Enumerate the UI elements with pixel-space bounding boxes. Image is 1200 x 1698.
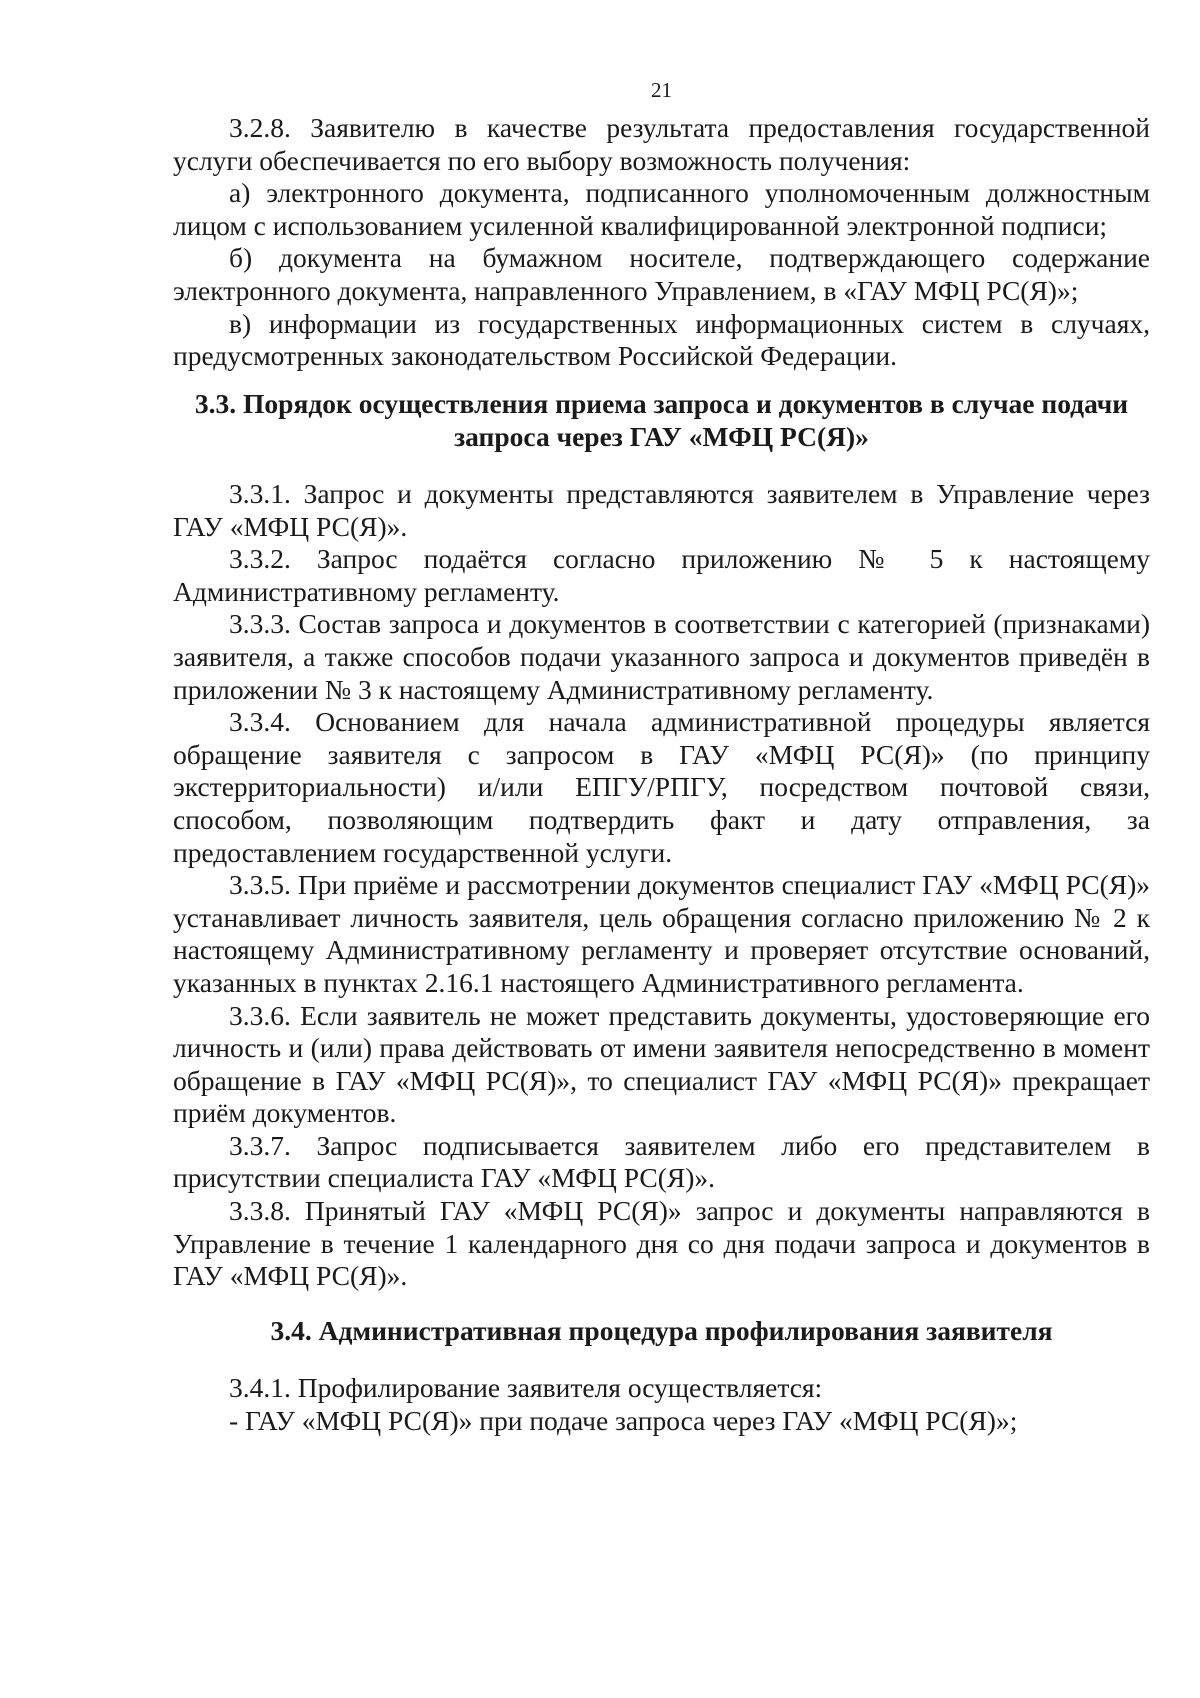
paragraph-3-2-8: 3.2.8. Заявителю в качестве результата предоставления государственной услуги обеспечивается по его выбору возможность получения: <box>173 112 1150 176</box>
paragraph-3-3-8: 3.3.8. Принятый ГАУ «МФЦ РС(Я)» запрос и документы направляются в Управление в течение 1 календарного дня со дня подачи запроса и документов в ГАУ «МФЦ РС(Я)». <box>173 1195 1150 1292</box>
paragraph-3-3-1: 3.3.1. Запрос и документы представляются заявителем в Управление через ГАУ «МФЦ РС(Я)». <box>173 478 1150 542</box>
section-3-4-heading-block <box>173 1314 1150 1347</box>
item-v: в) информации из государственных информационных систем в случаях, предусмотренных законодательством Российской Федерации. <box>173 307 1150 372</box>
section-3-4-body <box>173 1372 1150 1437</box>
section-3-3-heading: 3.3. Порядок осуществления приема запроса и документов в случае подачи запроса через ГАУ «МФЦ РС(Я)» <box>194 388 1129 452</box>
paragraph-3-4-1: 3.4.1. Профилирование заявителя осуществляется: <box>229 1372 823 1403</box>
section-3-2-8 <box>173 112 1150 373</box>
item-b: б) документа на бумажном носителе, подтверждающего содержание электронного документа, направленного Управлением, в «ГАУ МФЦ РС(Я)»; <box>173 242 1150 306</box>
section-3-3-body <box>173 478 1150 1293</box>
section-3-4-heading: 3.4. Административная процедура профилирования заявителя <box>270 1315 1053 1346</box>
paragraph-3-3-3: 3.3.3. Состав запроса и документов в соответствии с категорией (признаками) заявителя, а также способов подачи указанного запроса и документов приведён в приложении № 3 к настоящему Административному регламенту. <box>173 608 1150 705</box>
item-a: а) электронного документа, подписанного уполномоченным должностным лицом с использованием усиленной квалифицированной электронной подписи; <box>173 177 1150 241</box>
paragraph-3-3-4: 3.3.4. Основанием для начала административной процедуры является обращение заявителя с запросом в ГАУ «МФЦ РС(Я)» (по принципу экстерриториальности) и/или ЕПГУ/РПГУ, посредством почтовой связи, способом, позволяющим подтвердить факт и дату отправления, за предоставлением государственной услуги. <box>173 706 1150 868</box>
paragraph-3-3-2: 3.3.2. Запрос подаётся согласно приложению № 5 к настоящему Административному регламенту. <box>173 543 1150 607</box>
paragraph-3-3-7: 3.3.7. Запрос подписывается заявителем либо его представителем в присутствии специалиста ГАУ «МФЦ РС(Я)». <box>173 1129 1150 1194</box>
paragraph-3-3-5: 3.3.5. При приёме и рассмотрении документов специалист ГАУ «МФЦ РС(Я)» устанавливает личность заявителя, цель обращения согласно приложению № 2 к настоящему Административному регламенту и проверяет отсутствие оснований, указанных в пунктах 2.16.1 настоящего Административного регламента. <box>173 869 1150 998</box>
page-number: 21 <box>651 78 672 102</box>
section-3-3-heading-block <box>173 387 1150 453</box>
dash-item-mfc: - ГАУ «МФЦ РС(Я)» при подаче запроса через ГАУ «МФЦ РС(Я)»; <box>229 1404 1018 1436</box>
paragraph-3-3-6: 3.3.6. Если заявитель не может представить документы, удостоверяющие его личность и (или) права действовать от имени заявителя непосредственно в момент обращение в ГАУ «МФЦ РС(Я)», то специалист ГАУ «МФЦ РС(Я)» прекращает приём документов. <box>173 999 1150 1129</box>
